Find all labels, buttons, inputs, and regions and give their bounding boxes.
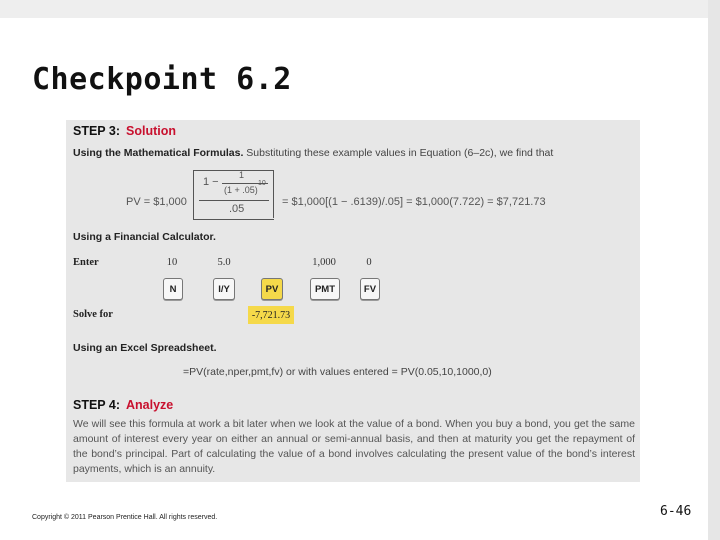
input-n: 10: [166, 257, 178, 268]
formula-inner-numerator: 1: [239, 170, 245, 180]
key-iy[interactable]: I/Y: [213, 278, 235, 300]
input-iy: 5.0: [217, 257, 231, 268]
step-3-label: STEP 3:: [73, 124, 121, 138]
formula-right-bracket: [273, 170, 274, 218]
slide-edge: [708, 0, 720, 540]
step-4-heading: [73, 398, 173, 412]
key-pv[interactable]: PV: [261, 278, 283, 300]
calculator-heading: [73, 231, 216, 243]
page-number: 6-46: [660, 504, 692, 519]
key-fv[interactable]: FV: [360, 278, 380, 300]
key-n[interactable]: N: [163, 278, 183, 300]
excel-formula: =PV(rate,nper,pmt,fv) or with values entered = PV(0.05,10,1000,0): [183, 366, 492, 378]
analysis-paragraph: We will see this formula at work a bit later when we look at the value of a bond. When you buy a bond, you get the same amount of interest every year on either an annual or semi-annual basis, and then at maturity you get the repayment of the bond’s principal. Part of calculating the value of a bond involves calculating the present value of the bond’s interest payments, which is an annuity.: [73, 418, 635, 475]
formula-one-minus: 1 −: [203, 176, 219, 188]
solution-panel: [66, 120, 640, 482]
step-3-heading: [73, 124, 176, 138]
formula-outer-fraction-bar: [199, 200, 269, 201]
formula-pv-lhs: PV = $1,000: [126, 196, 187, 208]
slide-title: Checkpoint 6.2: [32, 62, 292, 97]
math-method-text: Substituting these example values in Equation (6–2c), we find that: [246, 147, 554, 159]
formula-exponent: 10: [258, 180, 266, 187]
excel-heading-text: Using an Excel Spreadsheet.: [73, 342, 217, 354]
step-4-title: Analyze: [126, 398, 174, 412]
step-4-label: STEP 4:: [73, 398, 121, 412]
pv-answer: -7,721.73: [248, 306, 294, 324]
math-method-heading: Using the Mathematical Formulas.: [73, 147, 244, 159]
pv-formula: [66, 156, 640, 220]
solve-for-label: Solve for: [73, 309, 113, 320]
formula-outer-denominator: .05: [229, 203, 245, 215]
step-3-title: Solution: [126, 124, 177, 138]
formula-inner-denominator: (1 + .05): [224, 185, 258, 195]
formula-result: = $1,000[(1 − .6139)/.05] = $1,000(7.722) = $7,721.73: [282, 196, 546, 208]
excel-heading: [73, 342, 217, 354]
enter-label: Enter: [73, 257, 99, 268]
input-pmt: 1,000: [312, 257, 336, 268]
copyright-footer: Copyright © 2011 Pearson Prentice Hall. All rights reserved.: [32, 514, 218, 521]
calculator-heading-text: Using a Financial Calculator.: [73, 231, 216, 243]
key-pmt[interactable]: PMT: [310, 278, 340, 300]
input-fv: 0: [366, 257, 372, 268]
